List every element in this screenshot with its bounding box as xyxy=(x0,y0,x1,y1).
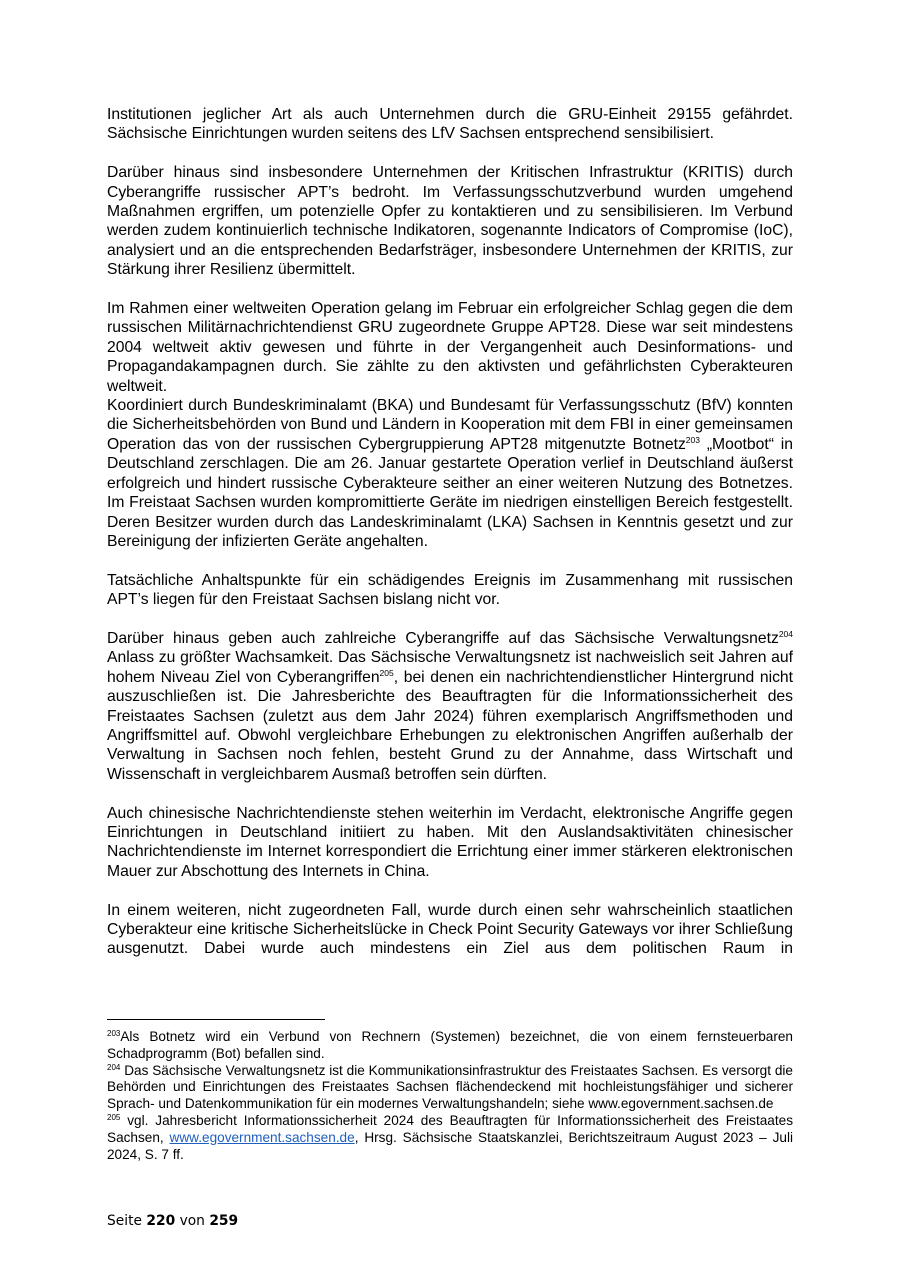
admin-network-text-b: Anlass zu größter Wachsamkeit. Das Sächsische Verwaltungsnetz ist nachweislich seit Jahren auf hohem Niveau Ziel von Cyberangriffen xyxy=(107,649,793,686)
admin-network-text-c: , bei denen ein nachrichtendienstlicher Hintergrund nicht auszuschließen ist. Die Jahresberichte des Beauftragten für die Informationssicherheit des Freistaates Sachsen (zuletzt aus dem Jahr 2024) führen exemplarisch Angriffsmethoden und Angriffsmittel auf. Obwohl vergleichbare Erhebungen zu elektronischen Angriffen außerhalb der Verwaltung in Sachsen noch fehlen, besteht Grund zu der Annahme, dass Wirtschaft und Wissenschaft in vergleichbarem Ausmaß betroffen sein dürften. xyxy=(107,668,793,783)
admin-network-text-a: Darüber hinaus geben auch zahlreiche Cyberangriffe auf das Sächsische Verwaltungsnetz xyxy=(107,629,779,647)
footnote-203 xyxy=(107,1029,793,1063)
egovernment-link[interactable]: www.egovernment.sachsen.de xyxy=(169,1129,355,1145)
footnote-number: 203 xyxy=(107,1029,121,1038)
body-text xyxy=(107,105,793,959)
paragraph-no-indications: Tatsächliche Anhaltspunkte für ein schädigendes Ereignis im Zusammenhang mit russischen APT’s liegen für den Freistaat Sachsen bislang nicht vor. xyxy=(107,571,793,609)
footnote-ref-203[interactable]: 203 xyxy=(685,434,700,445)
paragraph-botnet-mootbot xyxy=(107,396,793,551)
footnote-ref-204[interactable]: 204 xyxy=(778,628,793,639)
footnote-text: , Hrsg. Sächsische Staatskanzlei, Berichtszeitraum August 2023 – Juli 2024, S. 7 ff. xyxy=(107,1129,793,1162)
page-of: von xyxy=(179,1213,205,1229)
footnote-separator xyxy=(107,1019,325,1020)
page-current: 220 xyxy=(146,1213,176,1229)
paragraph-apt28-operation: Im Rahmen einer weltweiten Operation gelang im Februar ein erfolgreicher Schlag gegen die dem russischen Militärnachrichtendienst GRU zugeordnete Gruppe APT28. Diese war seit mindestens 2004 weltweit aktiv gewesen und führte in der Vergangenheit auch Desinformations- und Propagandakampagnen durch. Sie zählte zu den aktivsten und gefährlichsten Cyberakteuren weltweit. xyxy=(107,300,793,395)
paragraph-gru-unit: Institutionen jeglicher Art als auch Unternehmen durch die GRU-Einheit 29155 gefährdet. Sächsische Einrichtungen wurden seitens des LfV Sachsen entsprechend sensibilisiert. xyxy=(107,106,793,143)
page-total: 259 xyxy=(209,1213,239,1229)
footnote-text: Das Sächsische Verwaltungsnetz ist die Kommunikationsinfrastruktur des Freistaates Sachsen. Es versorgt die Behörden und Einrichtungen des Freistaates Sachsen flächendeckend mit hochleistungsfähiger und sicherer Sprach- und Datenkommunikation für ein modernes Verwaltungshandeln; siehe www.egovernment.sachsen.de xyxy=(107,1062,793,1112)
paragraph-administration-network xyxy=(107,629,793,784)
footnote-number: 204 xyxy=(107,1062,121,1072)
footnote-number: 205 xyxy=(107,1112,121,1122)
footnote-205 xyxy=(107,1113,793,1163)
page-label: Seite xyxy=(107,1213,142,1229)
footnote-204 xyxy=(107,1063,793,1113)
page-number xyxy=(107,1212,238,1230)
footnote-text: Als Botnetz wird ein Verbund von Rechnern (Systemen) bezeichnet, die von einem fernsteuerbaren Schadprogramm (Bot) befallen sind. xyxy=(107,1029,793,1061)
paragraph-kritis: Darüber hinaus sind insbesondere Unternehmen der Kritischen Infrastruktur (KRITIS) durch Cyberangriffe russischer APT’s bedroht. Im Verfassungsschutzverbund wurden umgehend Maßnahmen ergriffen, um potenzielle Opfer zu kontaktieren und zu sensibilisieren. Im Verbund werden zudem kontinuierlich technische Indikatoren, sogenannte Indicators of Compromise (IoC), analysiert und an die entsprechenden Bedarfsträger, insbesondere Unternehmen der KRITIS, zur Stärkung ihrer Resilienz übermittelt. xyxy=(107,164,793,279)
paragraph-check-point: In einem weiteren, nicht zugeordneten Fall, wurde durch einen sehr wahrscheinlich staatlichen Cyberakteur eine kritische Sicherheitslücke in Check Point Security Gateways vor ihrer Schließung ausgenutzt. Dabei wurde auch mindestens ein Ziel aus dem politischen Raum in xyxy=(107,901,793,958)
botnet-text-end: „Mootbot“ in Deutschland zerschlagen. Die am 26. Januar gestartete Operation verlief in Deutschland äußerst erfolgreich und hindert russische Cyberakteure seither an einer weiteren Nutzung des Botnetzes. Im Freistaat Sachsen wurden kompromittierte Geräte im niedrigen einstelligen Bereich festgestellt. Deren Besitzer wurden durch das Landeskriminalamt (LKA) Sachsen in Kenntnis gesetzt und zur Bereinigung der infizierten Geräte angehalten. xyxy=(107,435,793,550)
botnet-text-start: Koordiniert durch Bundeskriminalamt (BKA) und Bundesamt für Verfassungsschutz (BfV) konnten die Sicherheitsbehörden von Bund und Ländern in Kooperation mit dem FBI in einer gemeinsamen Operation das von der russischen Cybergruppierung APT28 mitgenutzte Botnetz xyxy=(107,397,793,453)
footnote-text: vgl. Jahresbericht Informationssicherheit 2024 des Beauftragten für Informationssicherheit des Freistaates Sachsen, xyxy=(107,1112,793,1145)
footnote-ref-205[interactable]: 205 xyxy=(379,667,394,678)
paragraph-chinese-services: Auch chinesische Nachrichtendienste stehen weiterhin im Verdacht, elektronische Angriffe gegen Einrichtungen in Deutschland initiiert zu haben. Mit den Auslandsaktivitäten chinesischer Nachrichtendienste im Internet korrespondiert die Errichtung einer immer stärkeren elektronischen Mauer zur Abschottung des Internets in China. xyxy=(107,804,793,880)
footnotes xyxy=(107,1029,793,1163)
